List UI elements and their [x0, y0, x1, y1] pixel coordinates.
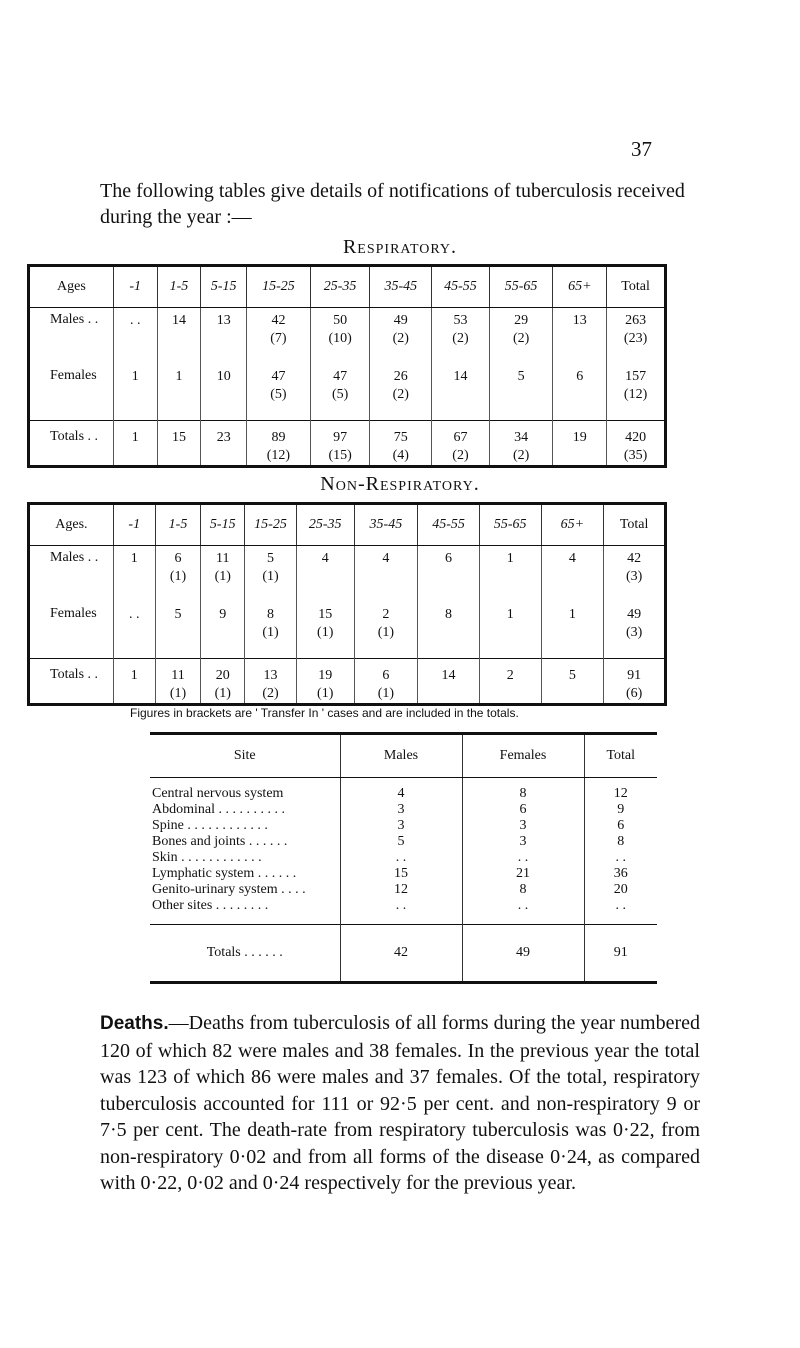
non-respiratory-row-label: Females: [29, 602, 114, 659]
females-value: . .: [462, 898, 584, 925]
non-respiratory-cell: [541, 659, 604, 705]
cell-value: 5: [568, 668, 576, 683]
non-respiratory-header-cell: 15-25: [245, 504, 297, 546]
respiratory-table: [27, 264, 667, 468]
non-respiratory-cell: [418, 546, 480, 603]
transfer-in-value: (10): [328, 331, 352, 346]
cell-value: 2: [382, 607, 390, 622]
cell-value: 19: [572, 430, 587, 445]
transfer-in-value: (4): [392, 448, 409, 463]
cell-value: 14: [453, 369, 468, 384]
non-respiratory-cell: [541, 602, 604, 659]
site-name: Genito-urinary system . . . .: [150, 882, 340, 898]
respiratory-cell: [489, 364, 553, 421]
males-value: . .: [340, 850, 462, 866]
males-value: 3: [340, 802, 462, 818]
total-value: 36: [613, 866, 628, 881]
non-respiratory-cell: [541, 546, 604, 603]
transfer-in-value: (2): [262, 686, 279, 701]
cell-value: 2: [506, 668, 514, 683]
total-value: 20: [613, 882, 628, 897]
respiratory-cell: [607, 364, 666, 421]
site-row: [150, 818, 657, 834]
non-respiratory-header-cell: 1-5: [155, 504, 201, 546]
respiratory-header-cell: 55-65: [489, 266, 553, 308]
cell-value: 26: [393, 369, 408, 384]
site-name: Bones and joints . . . . . .: [150, 834, 340, 850]
cell-value: 263: [625, 313, 647, 328]
transfer-in-value: (6): [625, 686, 643, 701]
site-row: [150, 882, 657, 898]
respiratory-cell: [607, 421, 666, 467]
non-respiratory-header-cell: 45-55: [418, 504, 480, 546]
non-respiratory-cell: [155, 659, 201, 705]
non-respiratory-cell: [604, 602, 666, 659]
cell-value: 6: [576, 369, 584, 384]
transfer-in-value: (1): [377, 686, 395, 701]
respiratory-cell: [370, 364, 432, 421]
transfer-in-value: (5): [270, 387, 287, 402]
transfer-in-value: (1): [214, 686, 231, 701]
non-respiratory-header-cell: 55-65: [479, 504, 541, 546]
cell-value: 1: [506, 551, 514, 566]
respiratory-header-cell: -1: [113, 266, 157, 308]
transfer-in-value: (1): [377, 625, 395, 640]
transfer-in-value: (3): [625, 569, 643, 584]
females-value: 8: [462, 882, 584, 898]
site-table: [150, 732, 657, 984]
non-respiratory-header-cell: -1: [113, 504, 155, 546]
non-respiratory-row: [29, 659, 666, 705]
respiratory-header-cell: 1-5: [157, 266, 201, 308]
non-respiratory-header-row: [29, 504, 666, 546]
respiratory-header-row: [29, 266, 666, 308]
cell-value: 14: [171, 313, 186, 328]
non-respiratory-header-cell: 5-15: [201, 504, 245, 546]
transfer-in-value: (12): [623, 387, 648, 402]
cell-value: 97: [333, 430, 348, 445]
transfer-in-value: (2): [392, 387, 409, 402]
respiratory-header-cell: 65+: [553, 266, 607, 308]
respiratory-row: [29, 364, 666, 421]
cell-value: 13: [216, 313, 231, 328]
cell-value: 420: [625, 430, 647, 445]
transfer-in-value: (2): [512, 448, 530, 463]
respiratory-cell: [201, 364, 247, 421]
total-value: 12: [613, 786, 628, 801]
site-total-row: [150, 925, 657, 983]
transfer-in-value: (2): [452, 448, 469, 463]
non-respiratory-cell: [113, 546, 155, 603]
site-row: [150, 834, 657, 850]
non-respiratory-cell: [155, 546, 201, 603]
respiratory-cell: [310, 308, 370, 365]
transfer-in-value: (1): [317, 686, 334, 701]
cell-value: 91: [627, 668, 642, 683]
non-respiratory-cell: [245, 546, 297, 603]
females-value: 3: [462, 818, 584, 834]
cell-value: 8: [267, 607, 274, 622]
respiratory-cell: [247, 308, 311, 365]
non-respiratory-header-cell: Total: [604, 504, 666, 546]
cell-value: 34: [514, 430, 529, 445]
deaths-text: —Deaths from tuberculosis of all forms during the year numbered 120 of which 82 were males and 38 females. In the previous year the total was 123 of which 86 were males and 37 females. Of the total, respiratory tuberculosis accounted for 111 or 92·5 per cent. and non-respiratory 9 or 7·5 per cent. The death-rate from respiratory tuberculosis was 0·22, from non-respiratory 0·02 and from all forms of the disease 0·24, as compared with 0·22, 0·02 and 0·24 respectively for the previous year.: [100, 1012, 700, 1194]
respiratory-cell: [113, 308, 157, 365]
respiratory-header-cell: Ages: [29, 266, 114, 308]
males-value: 3: [340, 818, 462, 834]
non-respiratory-cell: [296, 546, 354, 603]
non-respiratory-cell: [245, 659, 297, 705]
non-respiratory-cell: [479, 602, 541, 659]
respiratory-row-label: Females: [29, 364, 114, 421]
deaths-paragraph: [100, 1010, 700, 1197]
non-respiratory-row: [29, 602, 666, 659]
transfer-in-value: (1): [169, 686, 187, 701]
non-respiratory-cell: [201, 546, 245, 603]
respiratory-cell: [553, 421, 607, 467]
males-value: 15: [340, 866, 462, 882]
females-header: Females: [462, 734, 584, 778]
cell-value: 1: [568, 607, 576, 622]
males-value: . .: [340, 898, 462, 925]
cell-value: 15: [171, 430, 186, 445]
site-name: Lymphatic system . . . . . .: [150, 866, 340, 882]
females-value: 6: [462, 802, 584, 818]
cell-value: 49: [393, 313, 408, 328]
cell-value: 5: [517, 369, 525, 384]
site-header: Site: [150, 734, 340, 778]
cell-value: 49: [627, 607, 642, 622]
cell-value: 11: [216, 551, 230, 566]
grand-total: 91: [584, 925, 657, 983]
non-respiratory-header-cell: 25-35: [296, 504, 354, 546]
non-respiratory-header-cell: 35-45: [354, 504, 418, 546]
site-name: Central nervous system: [150, 778, 340, 803]
transfer-in-value: (1): [214, 569, 231, 584]
cell-value: . .: [128, 607, 140, 622]
cell-value: 47: [271, 369, 286, 384]
respiratory-cell: [370, 308, 432, 365]
respiratory-cell: [489, 308, 553, 365]
non-respiratory-header-cell: 65+: [541, 504, 604, 546]
respiratory-cell: [113, 364, 157, 421]
cell-value: 89: [271, 430, 286, 445]
non-respiratory-cell: [604, 546, 666, 603]
respiratory-cell: [113, 421, 157, 467]
site-row: [150, 866, 657, 882]
cell-value: 157: [625, 369, 647, 384]
cell-value: 4: [382, 551, 390, 566]
transfer-in-value: (5): [331, 387, 349, 402]
non-respiratory-cell: [113, 659, 155, 705]
respiratory-cell: [553, 364, 607, 421]
respiratory-row: [29, 308, 666, 365]
cell-value: 8: [445, 607, 453, 622]
non-respiratory-cell: [201, 602, 245, 659]
cell-value: 53: [453, 313, 468, 328]
cell-value: 11: [171, 668, 185, 683]
respiratory-cell: [432, 421, 490, 467]
cell-value: 75: [393, 430, 408, 445]
females-value: 3: [462, 834, 584, 850]
males-header: Males: [340, 734, 462, 778]
cell-value: 1: [130, 668, 138, 683]
total-value: 6: [617, 818, 625, 833]
cell-value: 5: [267, 551, 274, 566]
non-respiratory-title: Non-Respiratory.: [320, 473, 480, 495]
transfer-in-value: (15): [328, 448, 352, 463]
cell-value: 4: [321, 551, 329, 566]
non-respiratory-cell: [155, 602, 201, 659]
transfer-in-value: (2): [512, 331, 530, 346]
respiratory-cell: [432, 308, 490, 365]
deaths-heading: Deaths.: [100, 1013, 169, 1034]
non-respiratory-cell: [604, 659, 666, 705]
cell-value: 10: [216, 369, 231, 384]
transfer-in-value: (1): [317, 625, 334, 640]
cell-value: 42: [627, 551, 642, 566]
total-header: Total: [584, 734, 657, 778]
non-respiratory-cell: [418, 602, 480, 659]
respiratory-cell: [310, 421, 370, 467]
non-respiratory-row-label: Totals . .: [29, 659, 114, 705]
respiratory-cell: [310, 364, 370, 421]
total-value: 9: [617, 802, 625, 817]
cell-value: 6: [382, 668, 390, 683]
cell-value: 13: [572, 313, 587, 328]
total-value: . .: [615, 850, 626, 865]
non-respiratory-row-label: Males . .: [29, 546, 114, 603]
respiratory-cell: [247, 364, 311, 421]
cell-value: 19: [318, 668, 333, 683]
cell-value: 1: [131, 369, 139, 384]
total-value: . .: [615, 898, 626, 913]
cell-value: 6: [174, 551, 182, 566]
site-name: Spine . . . . . . . . . . . .: [150, 818, 340, 834]
respiratory-cell: [489, 421, 553, 467]
non-respiratory-cell: [296, 602, 354, 659]
totals-label: Totals . . . . . .: [150, 925, 340, 983]
site-name: Abdominal . . . . . . . . . .: [150, 802, 340, 818]
cell-value: 4: [568, 551, 576, 566]
non-respiratory-cell: [354, 602, 418, 659]
females-total: 49: [462, 925, 584, 983]
respiratory-header-cell: 35-45: [370, 266, 432, 308]
cell-value: 1: [175, 369, 183, 384]
cell-value: 67: [453, 430, 468, 445]
respiratory-title: Respiratory.: [342, 236, 458, 258]
transfer-in-value: (1): [262, 625, 279, 640]
males-value: 5: [340, 834, 462, 850]
respiratory-cell: [432, 364, 490, 421]
transfer-in-value: (2): [452, 331, 469, 346]
respiratory-cell: [607, 308, 666, 365]
non-respiratory-cell: [245, 602, 297, 659]
cell-value: 20: [215, 668, 230, 683]
cell-value: 6: [445, 551, 453, 566]
cell-value: 1: [506, 607, 514, 622]
cell-value: 15: [318, 607, 333, 622]
cell-value: 50: [333, 313, 348, 328]
cell-value: 14: [441, 668, 456, 683]
non-respiratory-cell: [113, 602, 155, 659]
males-total: 42: [340, 925, 462, 983]
respiratory-cell: [157, 308, 201, 365]
females-value: 21: [462, 866, 584, 882]
non-respiratory-cell: [479, 546, 541, 603]
site-header-row: [150, 734, 657, 778]
respiratory-header-cell: 25-35: [310, 266, 370, 308]
site-row: [150, 778, 657, 803]
cell-value: 23: [216, 430, 231, 445]
non-respiratory-header-cell: Ages.: [29, 504, 114, 546]
transfer-in-value: (12): [266, 448, 291, 463]
transfer-in-value: (1): [262, 569, 279, 584]
respiratory-cell: [201, 308, 247, 365]
site-row: [150, 802, 657, 818]
non-respiratory-cell: [201, 659, 245, 705]
transfer-in-value: (7): [270, 331, 287, 346]
respiratory-cell: [157, 421, 201, 467]
males-value: 12: [340, 882, 462, 898]
females-value: 8: [462, 778, 584, 803]
cell-value: 13: [263, 668, 278, 683]
non-respiratory-cell: [479, 659, 541, 705]
non-respiratory-cell: [354, 659, 418, 705]
non-respiratory-table: [27, 502, 667, 706]
page-number: 37: [631, 137, 652, 161]
cell-value: 29: [514, 313, 529, 328]
non-respiratory-cell: [354, 546, 418, 603]
males-value: 4: [340, 778, 462, 803]
cell-value: 47: [333, 369, 348, 384]
transfer-in-value: (1): [169, 569, 187, 584]
transfer-in-value: (2): [392, 331, 409, 346]
site-row: [150, 898, 657, 925]
respiratory-row: [29, 421, 666, 467]
respiratory-header-cell: 15-25: [247, 266, 311, 308]
respiratory-header-cell: Total: [607, 266, 666, 308]
cell-value: . .: [129, 313, 141, 328]
respiratory-cell: [553, 308, 607, 365]
cell-value: 42: [271, 313, 286, 328]
respiratory-header-cell: 5-15: [201, 266, 247, 308]
respiratory-row-label: Males . .: [29, 308, 114, 365]
non-respiratory-cell: [418, 659, 480, 705]
site-name: Skin . . . . . . . . . . . .: [150, 850, 340, 866]
females-value: . .: [462, 850, 584, 866]
non-respiratory-row: [29, 546, 666, 603]
cell-value: 1: [130, 551, 138, 566]
respiratory-row-label: Totals . .: [29, 421, 114, 467]
transfer-in-value: (35): [623, 448, 648, 463]
respiratory-cell: [247, 421, 311, 467]
site-row: [150, 850, 657, 866]
cell-value: 9: [219, 607, 227, 622]
transfer-in-value: (23): [623, 331, 648, 346]
intro-paragraph: The following tables give details of notifications of tuberculosis received during the year :—: [100, 180, 685, 228]
cell-value: 1: [131, 430, 139, 445]
respiratory-header-cell: 45-55: [432, 266, 490, 308]
total-value: 8: [617, 834, 625, 849]
transfer-in-value: (3): [625, 625, 643, 640]
non-respiratory-cell: [296, 659, 354, 705]
respiratory-cell: [370, 421, 432, 467]
respiratory-cell: [201, 421, 247, 467]
site-name: Other sites . . . . . . . .: [150, 898, 340, 925]
cell-value: 5: [174, 607, 182, 622]
respiratory-cell: [157, 364, 201, 421]
transfer-footnote: Figures in brackets are ' Transfer In ' cases and are included in the totals.: [130, 706, 519, 720]
